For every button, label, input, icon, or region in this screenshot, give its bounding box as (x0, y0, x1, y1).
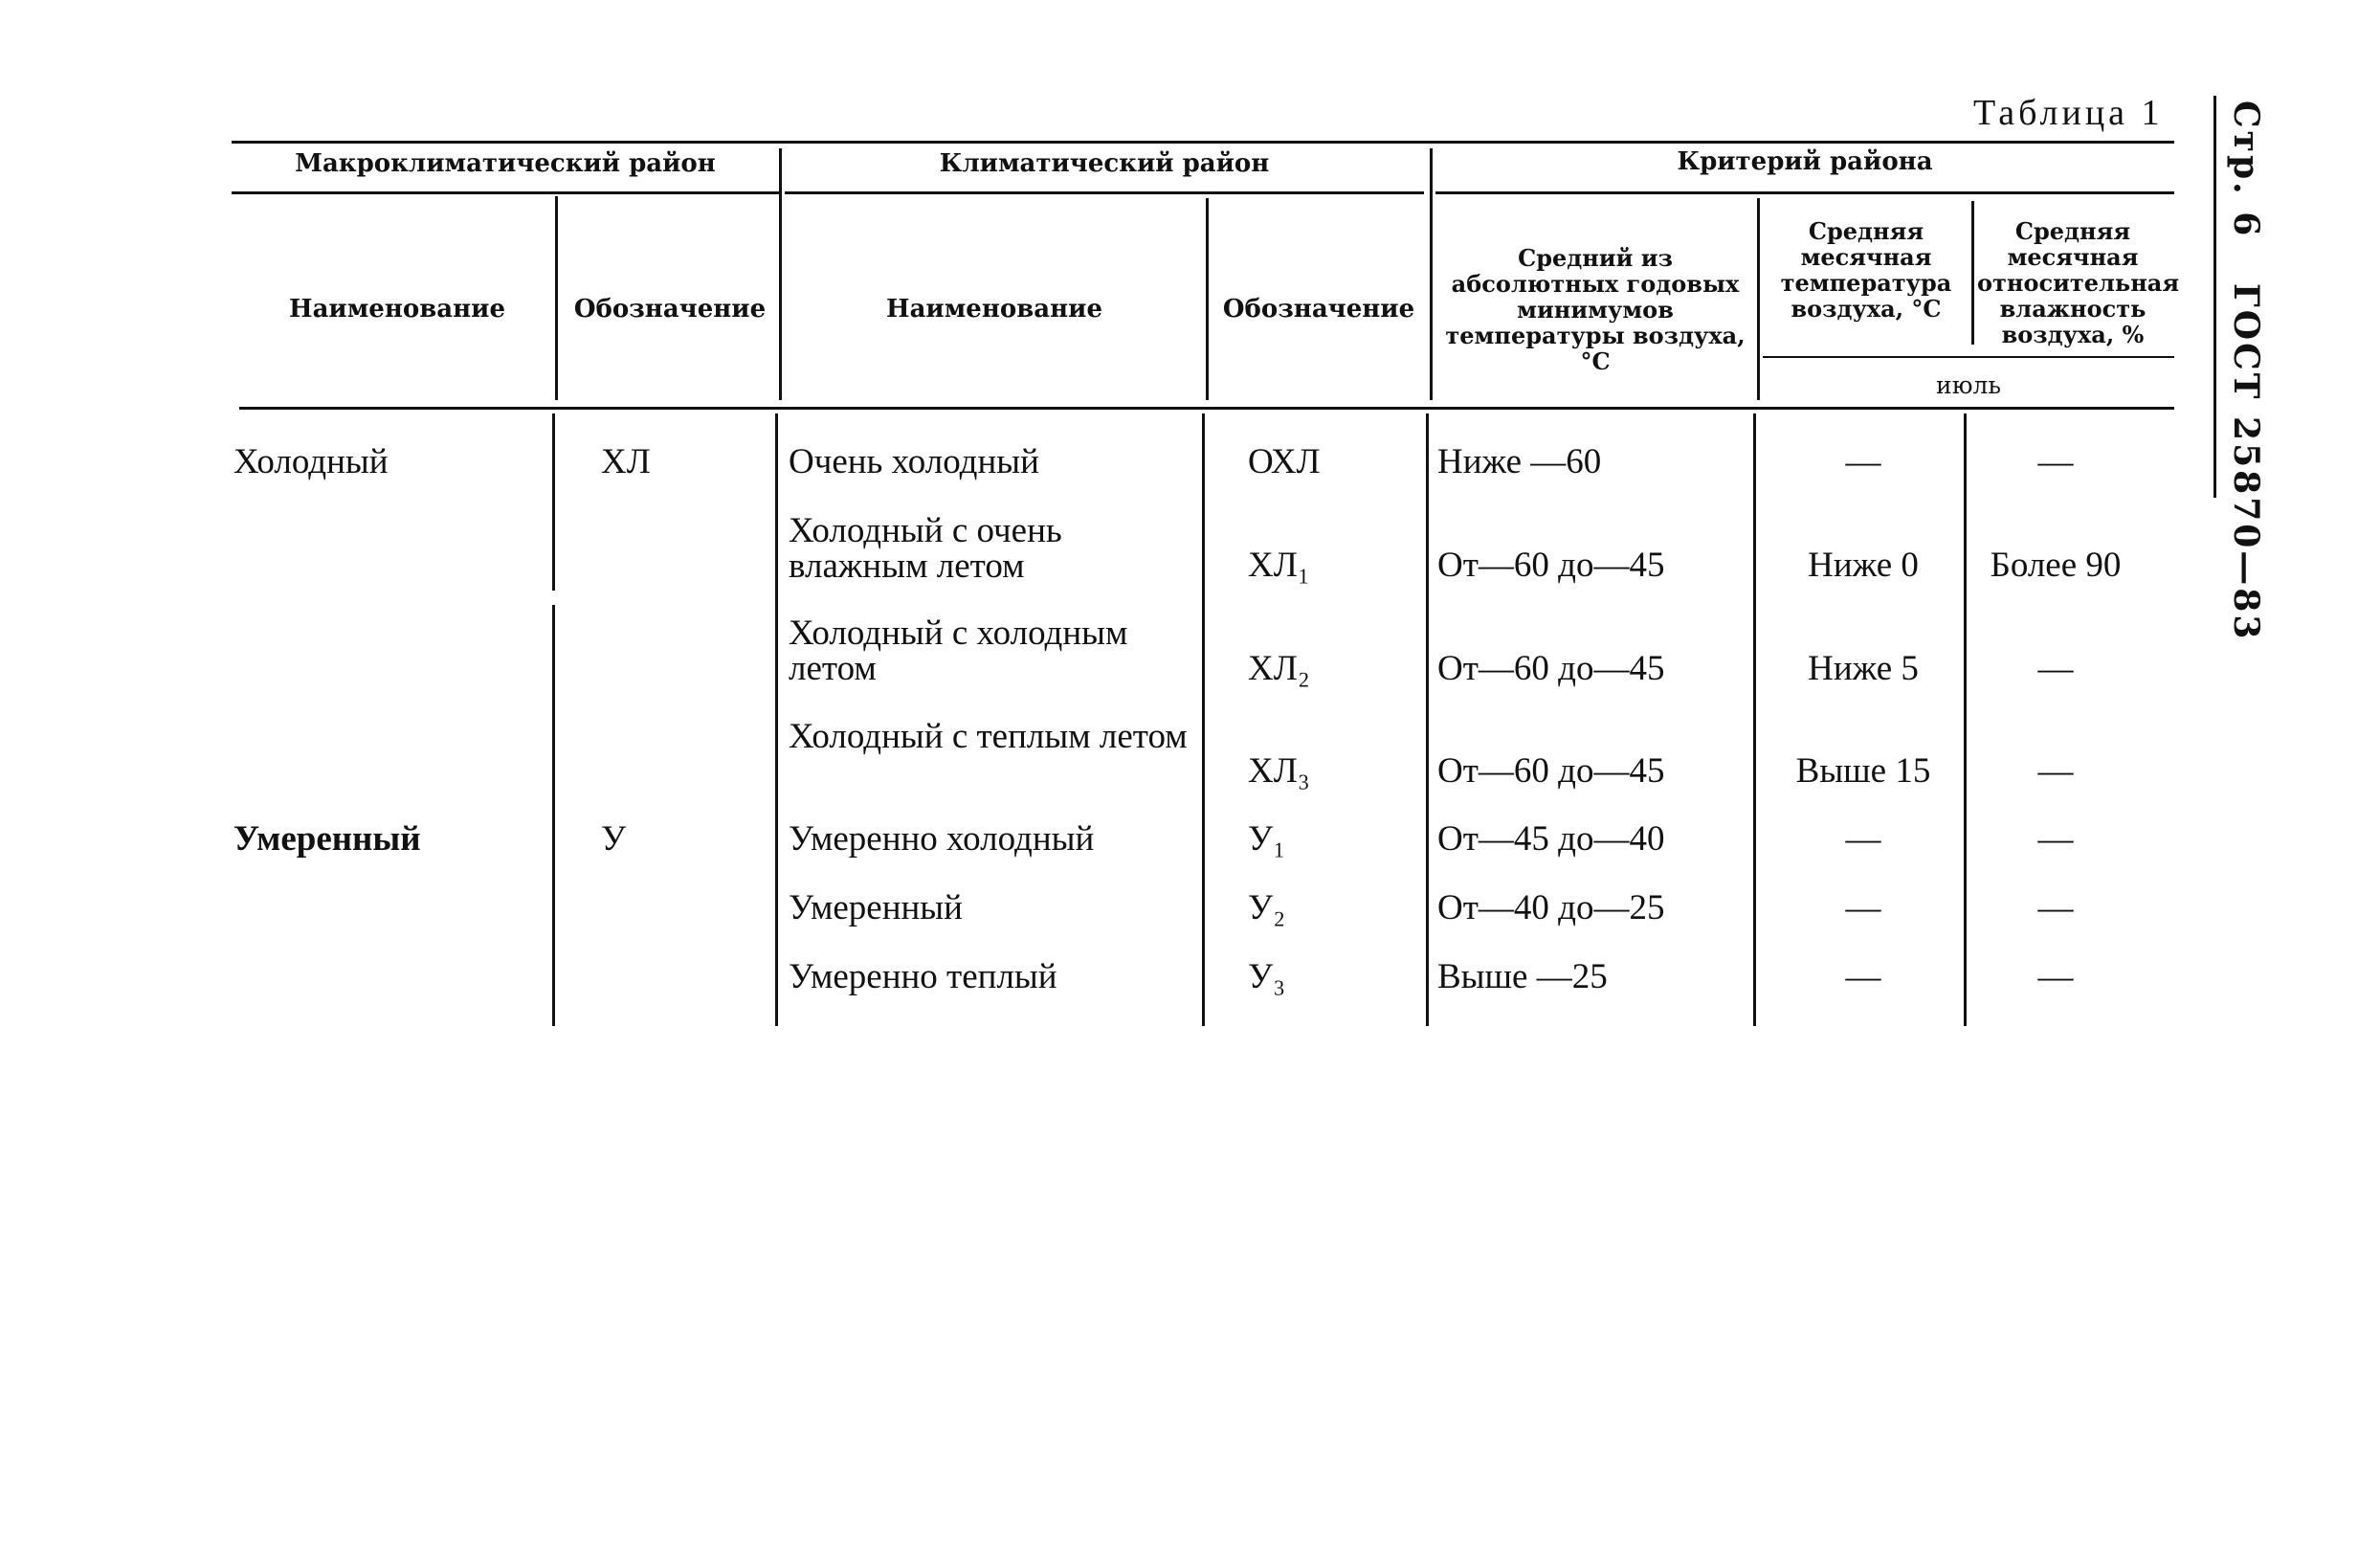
group-header-criterion: Критерий района (1677, 147, 1933, 176)
cell-clim-code: У₃ (1248, 957, 1286, 996)
vrule-5-body (1753, 413, 1756, 1026)
cell-min-temp: Выше —25 (1437, 957, 1608, 996)
cell-july-temp: — (1845, 819, 1881, 859)
cell-clim-name: Умеренный (789, 888, 963, 927)
cell-clim-code: ХЛ₃ (1248, 751, 1310, 791)
cell-july-temp: Ниже 5 (1808, 649, 1919, 688)
cell-macro-name: Холодный (234, 442, 389, 481)
cell-min-temp: От—60 до—45 (1437, 751, 1665, 791)
vrule-1-body-b (552, 605, 555, 1026)
vrule-6-body (1964, 413, 1967, 1026)
group-header-macro: Макроклиматический район (295, 149, 716, 178)
cell-july-humidity: — (2037, 819, 2074, 859)
vrule-1-body (552, 413, 555, 591)
cell-clim-name: Холодный с теплым летом (789, 717, 1188, 756)
cell-clim-code: У₁ (1248, 819, 1286, 859)
group-rule-right (1435, 191, 2174, 194)
vrule-4-body (1426, 413, 1429, 1026)
cell-clim-code: ХЛ₂ (1248, 649, 1310, 688)
cell-july-humidity: — (2037, 751, 2074, 791)
cell-min-temp: От—60 до—45 (1437, 649, 1665, 688)
cell-clim-name: Умеренно теплый (789, 957, 1057, 996)
top-rule (232, 141, 2174, 144)
cell-clim-name: Холодный с холодным летом (789, 614, 1128, 688)
vrule-1-head (555, 196, 558, 400)
cell-july-temp: — (1845, 888, 1881, 927)
vrule-2-head (779, 148, 782, 400)
cell-july-humidity: — (2037, 442, 2074, 481)
standard-designation: ГОСТ 25870—83 (2226, 282, 2266, 642)
cell-clim-code: У₂ (1248, 888, 1286, 927)
cell-july-humidity: — (2037, 888, 2074, 927)
cell-min-temp: От—40 до—25 (1437, 888, 1665, 927)
group-rule-mid (785, 191, 1424, 194)
vrule-5-head (1757, 198, 1760, 400)
running-header (2222, 100, 2266, 642)
july-rule (1763, 356, 2174, 358)
cell-clim-name: Холодный с очень влажным летом (789, 511, 1062, 586)
cell-clim-code: ХЛ₁ (1248, 546, 1310, 585)
cell-july-humidity: — (2037, 957, 2074, 996)
col-header-macro-name: Наименование (289, 295, 505, 324)
cell-july-temp: — (1845, 957, 1881, 996)
table-caption: Таблица 1 (1973, 93, 2164, 133)
cell-macro-name: Умеренный (234, 819, 421, 859)
cell-macro-code: ХЛ (601, 442, 651, 481)
side-rule (2213, 96, 2216, 498)
vrule-3-body (1202, 413, 1205, 1026)
cell-july-humidity: — (2037, 649, 2074, 688)
cell-macro-code: У (601, 819, 627, 859)
cell-clim-name: Очень холодный (789, 442, 1039, 481)
vrule-4-head (1430, 148, 1433, 400)
cell-clim-code: ОХЛ (1248, 442, 1321, 481)
vrule-2-body (775, 413, 778, 1026)
cell-july-temp: Ниже 0 (1808, 546, 1919, 585)
cell-clim-name: Умеренно холодный (789, 819, 1095, 859)
cell-july-temp: — (1845, 442, 1881, 481)
cell-july-humidity: Более 90 (1990, 546, 2122, 585)
col-header-macro-code: Обозначение (573, 295, 767, 324)
col-header-min-temp: Средний из абсолютных годовых минимумов температуры воздуха, °С (1445, 244, 1746, 375)
group-header-climatic: Климатический район (939, 149, 1270, 178)
vrule-6-head (1971, 201, 1974, 345)
cell-july-temp: Выше 15 (1795, 751, 1931, 791)
cell-min-temp: Ниже —60 (1437, 442, 1602, 481)
page-number: Стр. 6 (2226, 100, 2266, 239)
col-header-clim-code: Обозначение (1222, 295, 1415, 324)
cell-min-temp: От—60 до—45 (1437, 546, 1665, 585)
col-header-july-temp: Средняя месячная температура воздуха, °С (1780, 217, 1952, 323)
header-bottom-rule (239, 407, 2174, 410)
col-header-july-humidity: Средняя месячная относительная влажность воздуха, % (1977, 217, 2180, 348)
col-header-clim-name: Наименование (886, 295, 1102, 324)
col-header-july: июль (1936, 371, 2001, 399)
group-rule-left (232, 191, 779, 194)
cell-min-temp: От—45 до—40 (1437, 819, 1665, 859)
